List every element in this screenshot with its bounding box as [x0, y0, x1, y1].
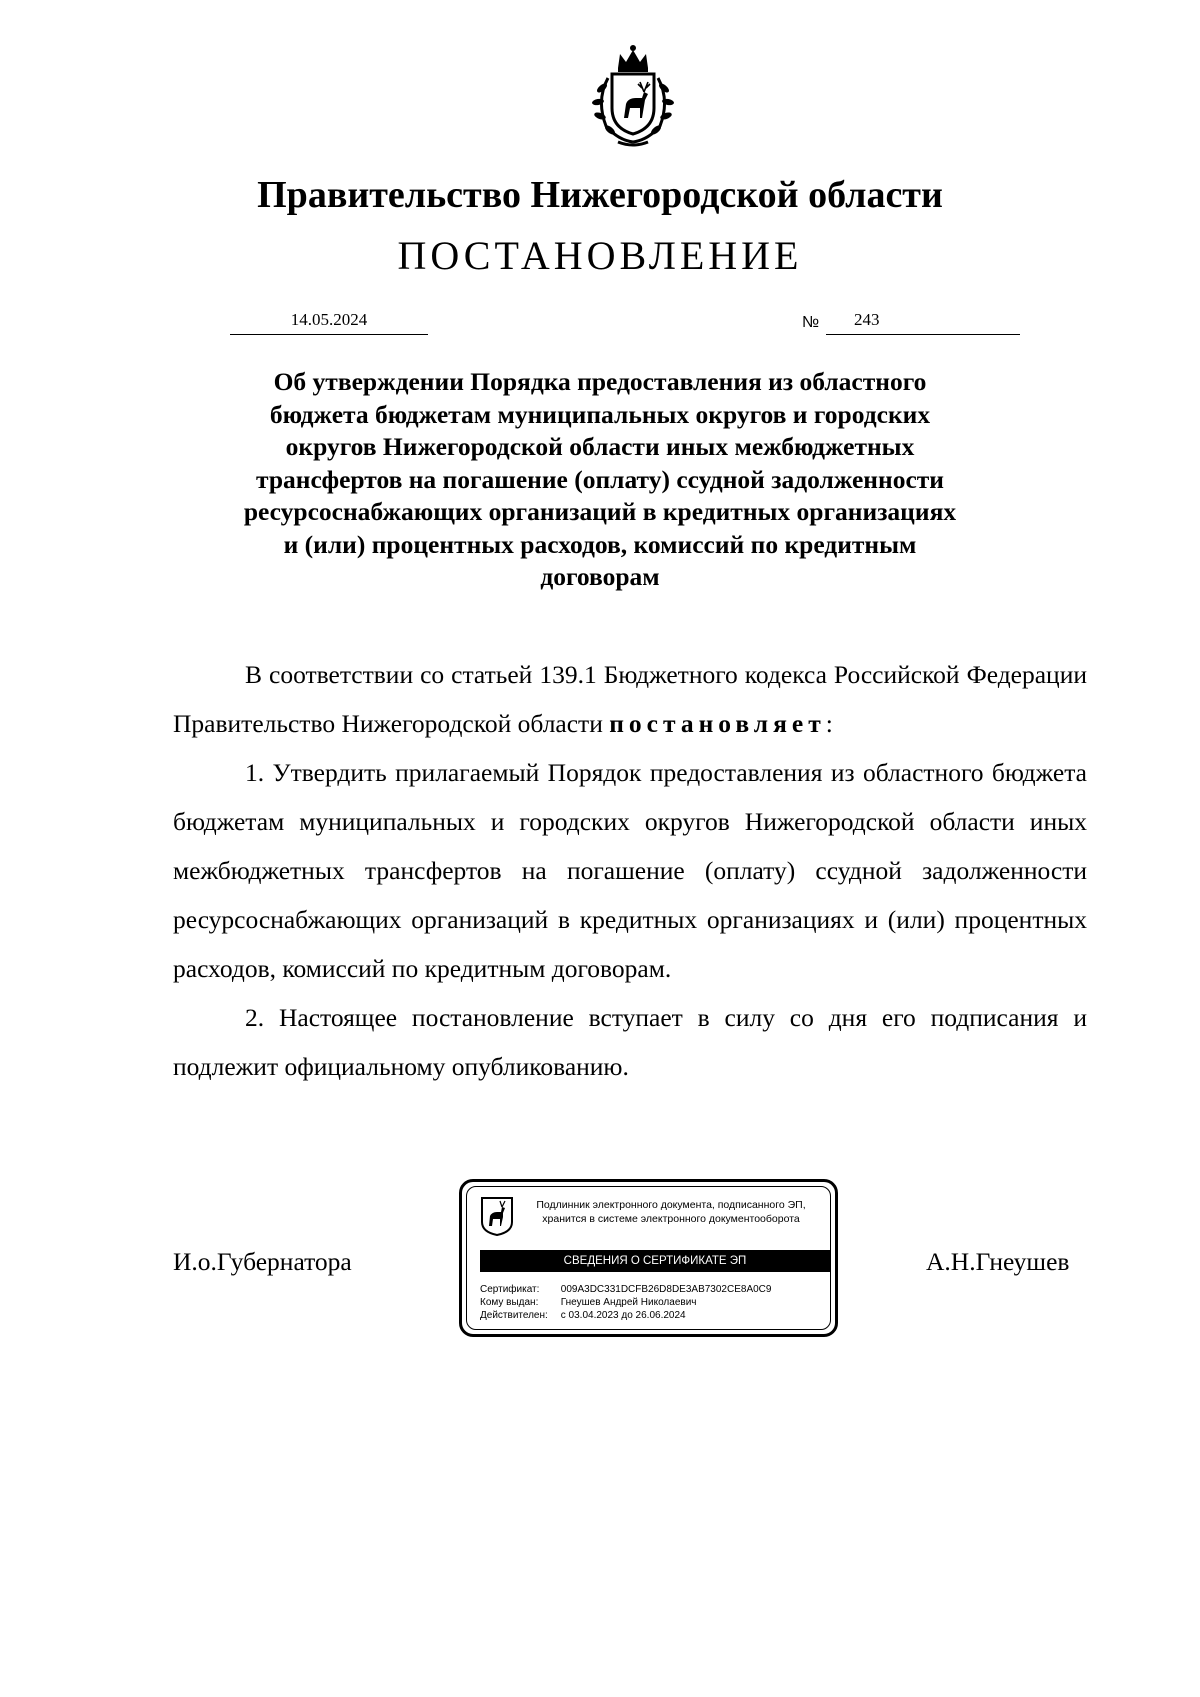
- electronic-signature-stamp: [459, 1179, 838, 1337]
- stamp-note-line: Подлинник электронного документа, подписанного ЭП,: [536, 1199, 806, 1211]
- stamp-header: СВЕДЕНИЯ О СЕРТИФИКАТЕ ЭП: [480, 1250, 830, 1272]
- stamp-note-line: хранится в системе электронного документооборота: [542, 1213, 800, 1225]
- issued-to-value: Гнеушев Андрей Николаевич: [560, 1297, 697, 1308]
- validity-value: с 03.04.2023 до 26.06.2024: [560, 1310, 686, 1321]
- coat-of-arms-icon: [578, 42, 688, 150]
- preamble-text: В соответствии со статьей 139.1 Бюджетного кодекса Российской Федерации Правительство Нижегородской области: [173, 660, 1087, 738]
- validity-label: Действителен:: [480, 1310, 548, 1321]
- title-line: бюджета бюджетам муниципальных округов и городских: [269, 399, 931, 429]
- issued-to-row: [480, 1296, 771, 1309]
- document-number-field: [826, 310, 1020, 335]
- signatory-name: А.Н.Гнеушев: [926, 1247, 1070, 1276]
- signatory-position: И.о.Губернатора: [173, 1247, 352, 1276]
- document-date: 14.05.2024: [230, 310, 428, 335]
- issued-to-label: Кому выдан:: [480, 1297, 539, 1308]
- title-line: и (или) процентных расходов, комиссий по кредитным: [283, 529, 917, 559]
- stamp-note: [518, 1198, 824, 1226]
- document-title: [170, 366, 1030, 594]
- certificate-label: Сертификат:: [480, 1284, 540, 1295]
- organization-name: Правительство Нижегородской области: [257, 174, 943, 216]
- certificate-value: 009A3DC331DCFB26D8DE3AB7302CE8A0C9: [560, 1284, 772, 1295]
- title-line: договорам: [540, 562, 660, 591]
- title-line: трансфертов на погашение (оплату) ссудной задолженности: [256, 464, 944, 494]
- title-line: округов Нижегородской области иных межбюджетных: [285, 432, 915, 461]
- document-body: [173, 650, 1087, 1091]
- deer-emblem-icon: [480, 1196, 514, 1236]
- item-1-paragraph: 1. Утвердить прилагаемый Порядок предоставления из областного бюджета бюджетам муниципальных и городских округов Нижегородской области иных межбюджетных трансфертов на погашение (оплату) ссудной задолженности ресурсоснабжающих организаций в кредитных организациях и (или) процентных расходов, комиссий по кредитным договорам.: [173, 758, 1087, 983]
- title-line: Об утверждении Порядка предоставления из областного: [273, 367, 927, 396]
- certificate-row: [480, 1283, 771, 1296]
- number-label: №: [802, 314, 820, 331]
- document-number: 243: [854, 310, 880, 329]
- document-type: ПОСТАНОВЛЕНИЕ: [397, 233, 803, 278]
- validity-row: [480, 1309, 771, 1322]
- resolution-keyword: постановляет: [609, 709, 826, 738]
- title-line: ресурсоснабжающих организаций в кредитных организациях: [243, 497, 957, 526]
- preamble-end: :: [825, 709, 833, 738]
- item-2-paragraph: 2. Настоящее постановление вступает в силу со дня его подписания и подлежит официальному опубликованию.: [173, 1003, 1087, 1081]
- stamp-details: [480, 1283, 771, 1322]
- preamble-paragraph: [173, 650, 1087, 748]
